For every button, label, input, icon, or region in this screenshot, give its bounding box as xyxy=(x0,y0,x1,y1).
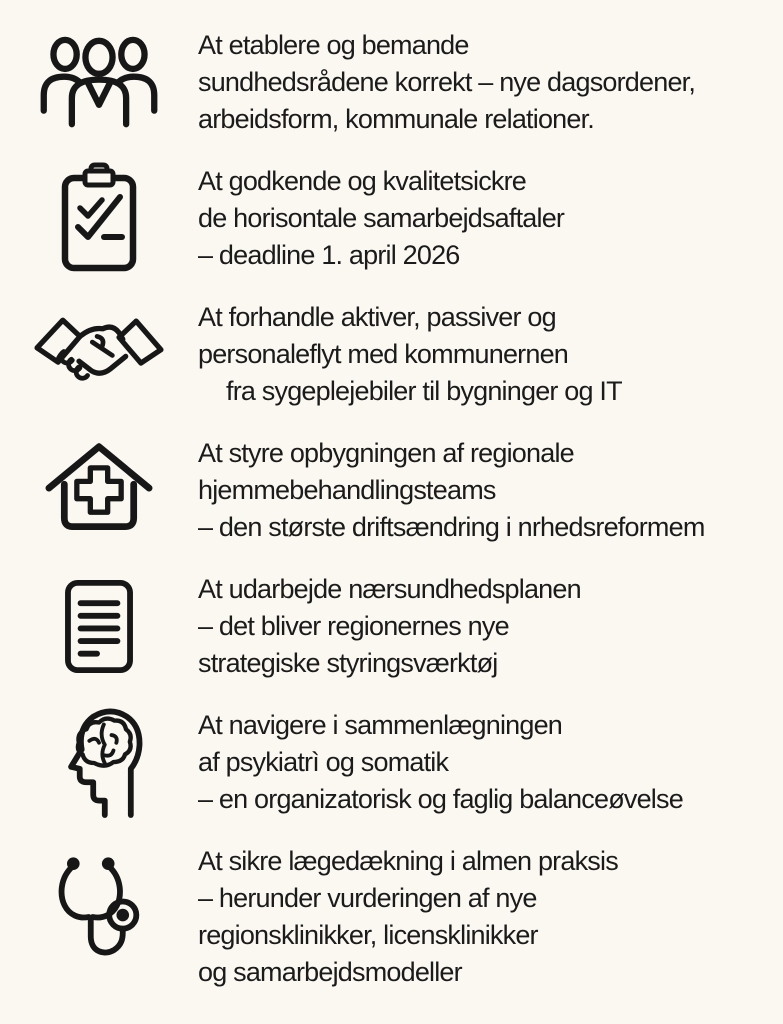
item-text-line: – det bliver regionernes nye xyxy=(198,611,509,641)
list-item xyxy=(0,707,783,818)
clipboard-check-icon xyxy=(54,163,144,275)
stethoscope-icon xyxy=(48,853,150,981)
icon-cell xyxy=(0,304,198,405)
item-text-line: – den største driftsændring i nrhedsreformem xyxy=(198,512,705,542)
item-text-line: At sikre lægedækning i almen praksis xyxy=(198,846,618,876)
item-text-line: sundhedsrådene korrekt – nye dagsordener, xyxy=(198,67,696,97)
item-text-line: hjemmebehandlingsteams xyxy=(198,475,496,505)
item-text-line: arbeidsform, kommunale relationer. xyxy=(198,104,594,134)
icon-cell xyxy=(0,704,198,822)
house-cross-icon xyxy=(41,438,157,544)
list-item xyxy=(0,571,783,682)
item-text xyxy=(198,27,695,138)
item-text-line: af psykiatrì og somatik xyxy=(198,747,449,777)
icon-cell xyxy=(0,34,198,131)
item-text-line: At godkende og kvalitetsickre xyxy=(198,166,526,196)
people-group-icon xyxy=(36,34,162,131)
item-text-line: At styre opbygningen af regionale xyxy=(198,438,574,468)
item-text xyxy=(198,299,622,410)
item-text xyxy=(198,707,683,818)
item-text-line: de horisontale samarbejdsaftaler xyxy=(198,203,565,233)
item-text-line: At forhandle aktiver, passiver og xyxy=(198,302,556,332)
item-text-line: strategiske styringsværktøj xyxy=(198,648,498,678)
item-text-line: At etablere og bemande xyxy=(198,30,469,60)
list-item xyxy=(0,435,783,546)
icon-cell xyxy=(0,438,198,544)
item-text-line: At udarbejde nærsundhedsplanen xyxy=(198,574,581,604)
icon-cell xyxy=(0,578,198,675)
icon-cell xyxy=(0,163,198,275)
item-text-line: regionsklinikker, licensklinikker xyxy=(198,920,538,950)
handshake-icon xyxy=(32,304,166,405)
list-item xyxy=(0,27,783,138)
item-text xyxy=(198,435,705,546)
item-text-line: At navigere i sammenlægningen xyxy=(198,710,563,740)
item-text xyxy=(198,163,564,274)
item-text-line: – herunder vurderingen af nye xyxy=(198,883,537,913)
head-brain-icon xyxy=(46,704,152,822)
item-text xyxy=(198,843,618,991)
item-text-line: personaleflyt med kommunernen xyxy=(198,339,569,369)
item-text-line: fra sygeplejebiler til bygninger og IT xyxy=(226,376,622,406)
item-text xyxy=(198,571,581,682)
list-item xyxy=(0,843,783,991)
item-text-line: – en organizatorisk og faglig balanceøvelse xyxy=(198,784,683,814)
item-text-line: – deadline 1. april 2026 xyxy=(198,240,460,270)
list-item xyxy=(0,299,783,410)
item-text-line: og samarbejdsmodeller xyxy=(198,957,462,987)
list-item xyxy=(0,163,783,274)
document-lines-icon xyxy=(60,578,138,675)
icon-cell xyxy=(0,853,198,981)
